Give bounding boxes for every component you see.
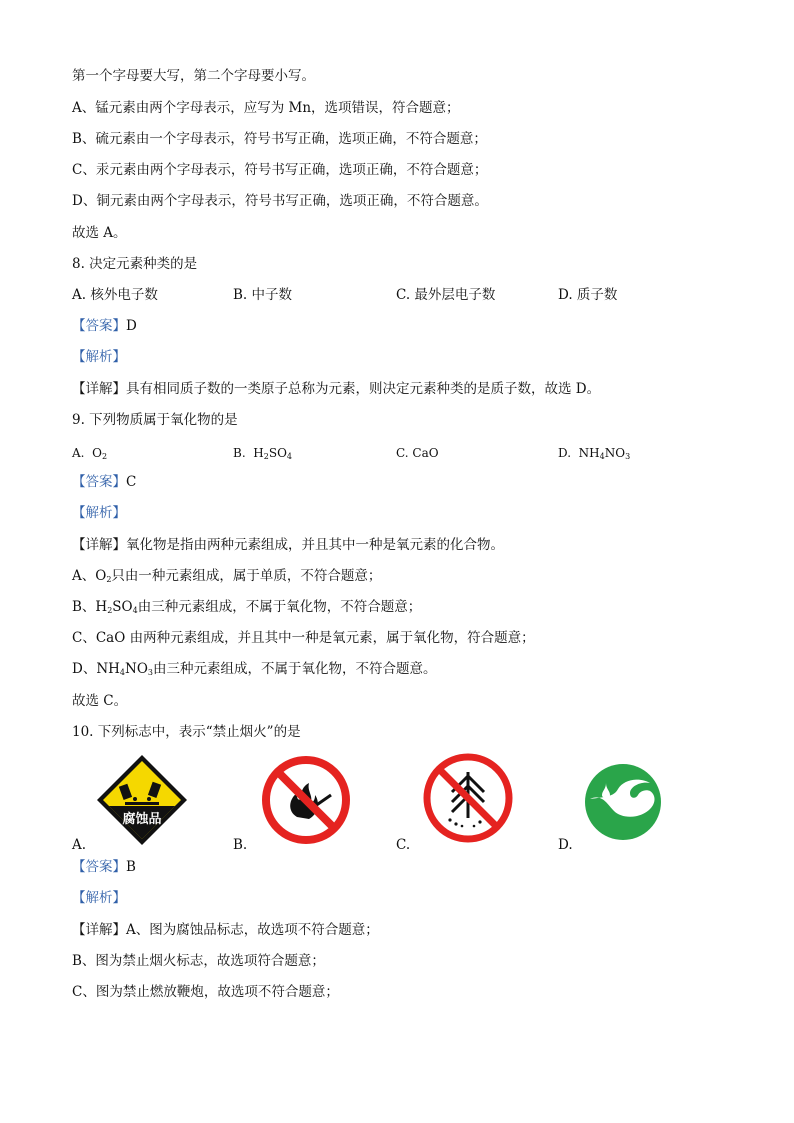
text: D、NH (72, 661, 120, 677)
answer-value: B (126, 859, 136, 875)
detail-tag: 【详解】 (72, 537, 126, 553)
formula-subscript: 3 (625, 452, 631, 461)
explanation-d (72, 659, 437, 679)
water-saving-sign-icon (584, 763, 662, 841)
formula: H (253, 446, 264, 460)
conclusion: 故选 C。 (72, 693, 128, 709)
answer-value: C (126, 474, 137, 490)
answer-tag: 【答案】 (72, 474, 126, 490)
text: A、O (72, 568, 107, 584)
option-b (233, 443, 292, 463)
option-a: A. 核外电子数 (72, 287, 158, 303)
answer-line (72, 472, 136, 492)
analysis-tag: 【解析】 (72, 349, 126, 365)
detail-line (72, 379, 600, 399)
text-line: 故选 A。 (72, 225, 127, 241)
answer-tag: 【答案】 (72, 318, 126, 334)
option-b: B. (233, 837, 248, 853)
formula: O (92, 446, 102, 460)
formula-subscript: 2 (263, 452, 269, 461)
formula-subscript: 4 (132, 606, 138, 615)
option-d: D. (558, 837, 573, 853)
sign-label: 腐蚀品 (122, 812, 162, 827)
formula: NO (604, 446, 626, 460)
detail-text: A、图为腐蚀品标志，故选项不符合题意； (126, 922, 379, 938)
detail-tag: 【详解】 (72, 922, 126, 938)
explanation-b (72, 597, 421, 617)
option-label: A. (72, 446, 85, 460)
option-label: D. (558, 446, 572, 460)
explanation-c: C、图为禁止燃放鞭炮，故选项不符合题意； (72, 984, 339, 1000)
answer-value: D (126, 318, 137, 334)
text-line: C、汞元素由两个字母表示，符号书写正确，选项正确，不符合题意； (72, 162, 488, 178)
formula-subscript: 4 (599, 452, 605, 461)
analysis-tag: 【解析】 (72, 505, 126, 521)
question-stem: 8. 决定元素种类的是 (72, 256, 198, 272)
text-line: 第一个字母要大写，第二个字母要小写。 (72, 68, 315, 84)
option-b: B. 中子数 (233, 287, 293, 303)
no-firecrackers-sign-icon (422, 752, 514, 844)
question-stem: 9. 下列物质属于氧化物的是 (72, 412, 238, 428)
option-a (72, 443, 107, 463)
option-c: C. CaO (396, 446, 439, 460)
corrosive-sign-icon (95, 753, 189, 847)
explanation-a (72, 566, 381, 586)
formula-subscript: 2 (107, 606, 113, 615)
option-c: C. (396, 837, 411, 853)
formula-subscript: 2 (106, 575, 112, 584)
text: NO (125, 661, 148, 677)
formula-subscript: 3 (147, 668, 153, 677)
formula-subscript: 4 (119, 668, 126, 677)
text: SO (112, 599, 133, 615)
detail-text: 具有相同质子数的一类原子总称为元素，则决定元素种类的是质子数，故选 D。 (126, 381, 601, 397)
option-d: D. 质子数 (558, 287, 618, 303)
option-d (558, 443, 630, 463)
answer-tag: 【答案】 (72, 859, 126, 875)
no-fire-sign-icon (261, 755, 351, 845)
explanation-b: B、图为禁止烟火标志，故选项符合题意； (72, 953, 325, 969)
formula-subscript: 4 (286, 452, 292, 461)
answer-line (72, 316, 137, 336)
formula: SO (268, 446, 287, 460)
option-c: C. 最外层电子数 (396, 287, 496, 303)
option-label: B. (233, 446, 246, 460)
text-line: B、硫元素由一个字母表示，符号书写正确，选项正确，不符合题意； (72, 131, 487, 147)
text: B、H (72, 599, 108, 615)
detail-text: 氧化物是指由两种元素组成，并且其中一种是氧元素的化合物。 (126, 537, 504, 553)
explanation-c: C、CaO 由两种元素组成，并且其中一种是氧元素，属于氧化物，符合题意； (72, 630, 535, 646)
detail-line (72, 920, 379, 940)
option-a: A. (72, 837, 87, 853)
answer-line (72, 857, 136, 877)
text: 由三种元素组成，不属于氧化物，不符合题意。 (153, 661, 437, 677)
detail-tag: 【详解】 (72, 381, 126, 397)
text: 由三种元素组成，不属于氧化物，不符合题意； (137, 599, 422, 615)
text-line: D、铜元素由两个字母表示，符号书写正确，选项正确，不符合题意。 (72, 193, 488, 209)
formula: NH (578, 446, 600, 460)
analysis-tag: 【解析】 (72, 890, 126, 906)
text-line: A、锰元素由两个字母表示，应写为 Mn，选项错误，符合题意； (72, 100, 460, 116)
detail-line (72, 535, 504, 555)
formula-subscript: 2 (101, 452, 108, 461)
question-stem: 10. 下列标志中，表示“禁止烟火”的是 (72, 724, 301, 740)
text: 只由一种元素组成，属于单质，不符合题意； (111, 568, 382, 584)
